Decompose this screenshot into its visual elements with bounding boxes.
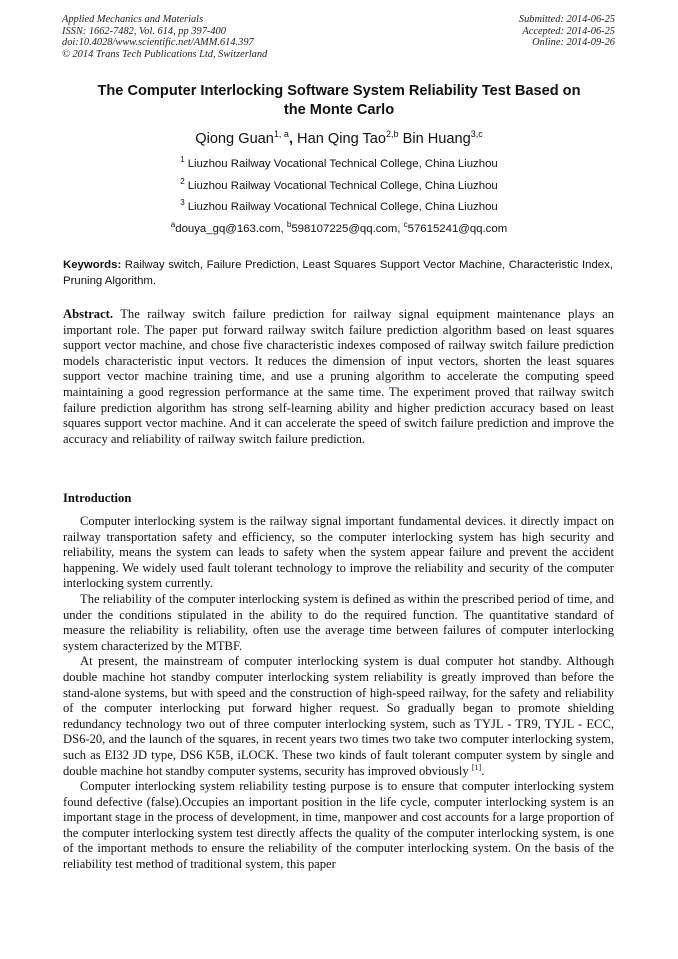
email-superscript: a (170, 220, 176, 229)
submitted-date: Submitted: 2014-06-25 (518, 14, 615, 25)
abstract-label: Abstract. (63, 307, 114, 321)
citation-ref[interactable]: [1] (471, 762, 482, 772)
affiliation-text: Liuzhou Railway Vocational Technical College, China Liuzhou (187, 180, 498, 192)
affiliation-1 (60, 157, 618, 171)
title-line-2: the Monte Carlo (283, 102, 395, 118)
abstract (63, 307, 614, 447)
author-name: Bin Huang (402, 131, 471, 147)
intro-paragraph-3-text: At present, the mainstream of computer interlocking system is dual computer hot standby. Although double machine hot standby computer interlocking system reliability is greatly improved than before the stand-alone systems, but with speed and the construction of high-speed railway, for the safety and reliability of the computer interlocking put forward higher request. So gradually began to promote shielding redundancy technology two out of three computer interlocking system, such as TYJL - TR9, TYJL - ECC, DS6-20, and the launch of the squares, in recent years two times two take two computer interlocking system, such as EI32 JD type, DS6 K5B, iLOCK. These two kinds of fault tolerant computer system by single and double machine hot standby computer systems, security has improved obviously (63, 654, 614, 778)
journal-header (62, 14, 267, 60)
keywords (63, 258, 613, 289)
journal-doi: doi:10.4028/www.scientific.net/AMM.614.397 (62, 37, 254, 49)
keywords-text: Railway switch, Failure Prediction, Least Squares Support Vector Machine, Characteristic Index, Pruning Algorithm. (63, 259, 613, 287)
introduction-heading: Introduction (63, 491, 132, 505)
online-date: Online: 2014-09-26 (532, 37, 615, 49)
intro-paragraph-3 (63, 654, 614, 779)
author-emails (60, 222, 618, 236)
affiliation-superscript: 2 (180, 177, 185, 186)
intro-paragraph-1: Computer interlocking system is the railway signal important fundamental devices. it directly impact on railway transportation safety and efficiency, so the computer interlocking system has high security and reliability, means the system can leads to safety when the system appear failure and prevent the accident happening. We widely used fault tolerant technology to improve the reliability and security of the computer interlocking system currently. (63, 514, 614, 591)
author-superscript: 2,b (386, 129, 399, 139)
affiliation-text: Liuzhou Railway Vocational Technical College, China Liuzhou (187, 201, 498, 213)
email-link[interactable]: 57615241@qq.com (407, 223, 508, 235)
affiliation-superscript: 3 (180, 198, 185, 207)
email-link[interactable]: douya_gq@163.com, (175, 223, 284, 235)
affiliation-superscript: 1 (180, 155, 185, 164)
affiliation-3 (60, 200, 618, 214)
email-superscript: c (403, 220, 408, 229)
intro-paragraph-4: Computer interlocking system reliability testing purpose is to ensure that computer interlocking system found defective (false).Occupies an important position in the life cycle, computer interlocking system is an important stage in the process of development, in time, manpower and cost accounts for a large proportion of the computer interlocking system test directly affects the quality of the computer interlocking system, is one of the important methods to ensure the reliability of the computer interlocking system. On the basis of the reliability test method of traditional system, this paper (63, 779, 614, 872)
author-separator: , (288, 131, 298, 147)
paper-title (60, 82, 618, 120)
intro-paragraph-2: The reliability of the computer interlocking system is defined as within the prescribed period of time, and under the conditions stipulated in the ability to do the required function. The quantitative standard of measure the reliability is reliability, often use the average time between failures of computer interlocking system characterized by the MTBF. (63, 591, 614, 653)
abstract-text: The railway switch failure prediction for railway signal equipment maintenance plays an important role. The paper put forward railway switch failure prediction algorithm based on least squares support vector machine, and chose five characteristic indexes composed of railway switch failure prediction models characteristic input vectors. It reduces the dimension of input vectors, shorten the least squares support vector machine training time, and use a pruning algorithm to accelerate the computing speed maintaining a good regression performance at the same time. The experiment proved that railway switch failure prediction algorithm has strong self-learning ability and higher prediction accuracy based on least squares support vector machine. And it can accelerate the speed of switch failure prediction and improve the accuracy and reliability of railway switch failure prediction. (63, 307, 614, 446)
publication-dates (519, 14, 615, 49)
accepted-date: Accepted: 2014-06-25 (522, 25, 615, 37)
email-superscript: b (286, 220, 292, 229)
affiliation-2 (60, 179, 618, 193)
affiliation-text: Liuzhou Railway Vocational Technical College, China Liuzhou (187, 158, 498, 170)
keywords-label: Keywords: (63, 259, 122, 271)
author-name: Qiong Guan (195, 131, 274, 147)
title-line-1: The Computer Interlocking Software System Reliability Test Based on (97, 83, 581, 99)
introduction-body (63, 514, 614, 873)
journal-copyright: © 2014 Trans Tech Publications Ltd, Switzerland (62, 48, 268, 60)
intro-paragraph-3-end: . (481, 763, 485, 778)
author-list (60, 130, 618, 148)
journal-issn: ISSN: 1662-7482, Vol. 614, pp 397-400 (62, 25, 226, 37)
author-superscript: 1, a (273, 129, 289, 139)
author-name: Han Qing Tao (297, 131, 387, 147)
author-superscript: 3,c (470, 129, 483, 139)
email-link[interactable]: 598107225@qq.com, (291, 223, 401, 235)
journal-name: Applied Mechanics and Materials (62, 14, 204, 25)
